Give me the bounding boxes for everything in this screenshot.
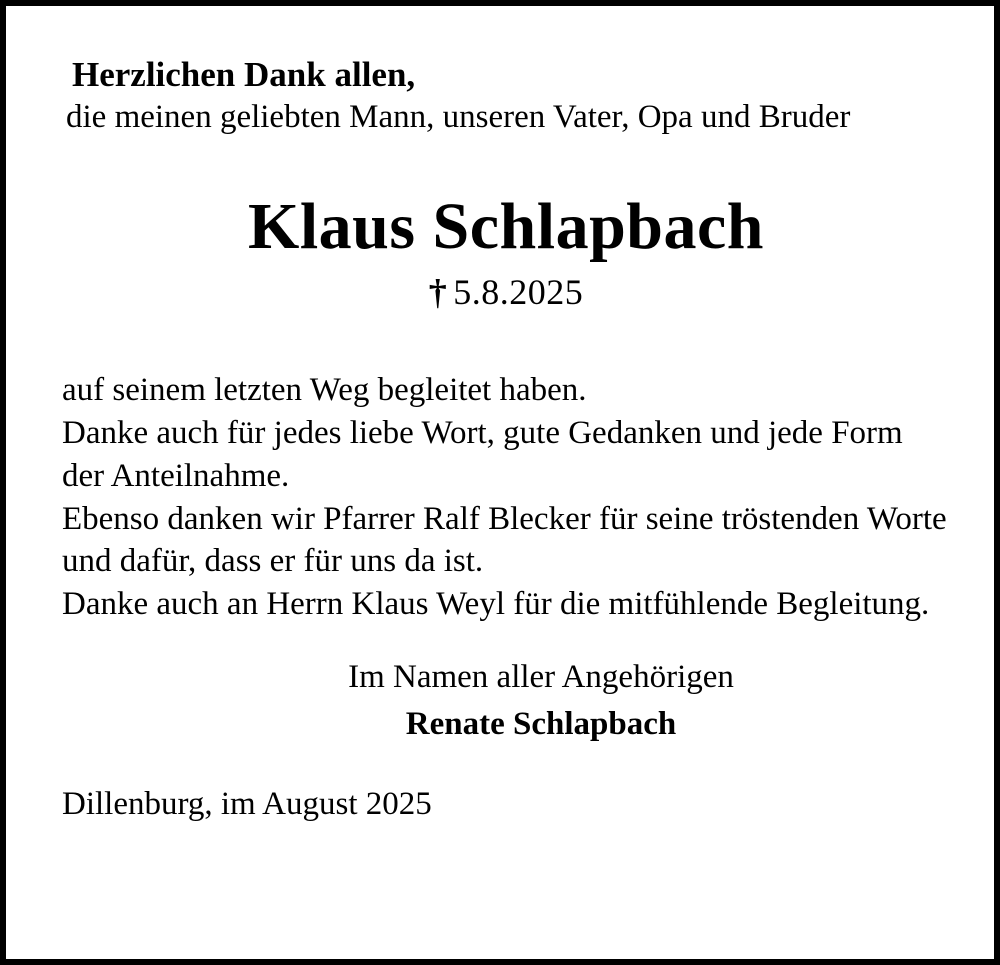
closing-line: Im Namen aller Angehörigen <box>348 659 734 696</box>
body-line-1: auf seinem letzten Weg begleitet haben. <box>62 371 587 408</box>
body-line-2: Danke auch für jedes liebe Wort, gute Gedanken und jede Form der Anteilnahme. <box>62 414 903 494</box>
body-line-4: Danke auch an Herrn Klaus Weyl für die mitfühlende Begleitung. <box>62 586 930 623</box>
intro-heading: Herzlichen Dank allen, <box>72 55 416 94</box>
closing-block <box>62 656 950 747</box>
signature: Renate Schlapbach <box>405 706 677 743</box>
intro-text: die meinen geliebten Mann, unseren Vater, Opa und Bruder <box>66 99 851 136</box>
place-and-date: Dillenburg, im August 2025 <box>62 785 432 822</box>
deceased-name: Klaus Schlapbach <box>247 189 765 263</box>
cross-icon: † <box>428 271 448 312</box>
death-date: 5.8.2025 <box>453 271 584 312</box>
thanks-body <box>62 369 950 626</box>
death-date-line <box>62 271 950 313</box>
body-line-3: Ebenso danken wir Pfarrer Ralf Blecker für seine tröstenden Worte und dafür, dass er für uns da ist. <box>62 500 947 580</box>
deceased-block <box>62 189 950 313</box>
